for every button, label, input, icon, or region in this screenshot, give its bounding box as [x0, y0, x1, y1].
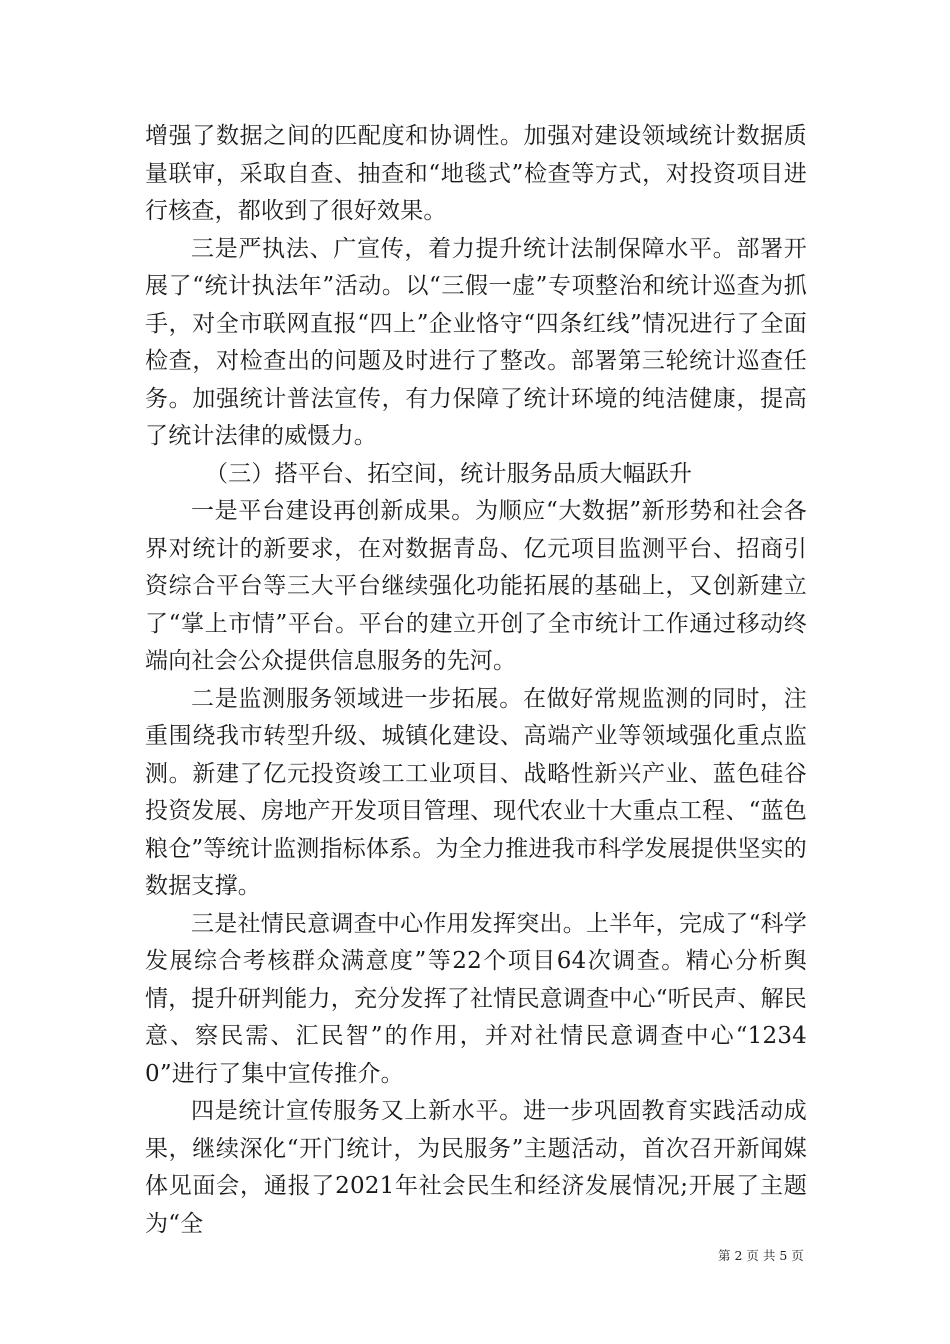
section-heading: （三）搭平台、拓空间，统计服务品质大幅跃升 [205, 460, 693, 487]
paragraph-platform-building: 一是平台建设再创新成果。为顺应“大数据”新形势和社会各界对统计的新要求，在对数据青岛、亿元项目监测平台、招商引资综合平台等三大平台继续强化功能拓展的基础上，又创新建立了“掌上市情”平台。平台的建立开创了全市统计工作通过移动终端向社会公众提供信息服务的先河。 [145, 498, 807, 674]
paragraph-survey-center: 三是社情民意调查中心作用发挥突出。上半年，完成了“科学发展综合考核群众满意度”等22个项目64次调查。精心分析舆情，提升研判能力，充分发挥了社情民意调查中心“听民声、解民意、察民需、汇民智”的作用，并对社情民意调查中心“12340”进行了集中宣传推介。 [145, 910, 807, 1087]
page-number-footer: 第 2 页 共 5 页 [718, 1248, 804, 1263]
paragraph-publicity-service: 四是统计宣传服务又上新水平。进一步巩固教育实践活动成果，继续深化“开门统计，为民服务”主题活动，首次召开新闻媒体见面会，通报了2021年社会民生和经济发展情况;开展了主题为“全 [145, 1098, 807, 1237]
paragraph-continuation: 增强了数据之间的匹配度和协调性。加强对建设领域统计数据质量联审，采取自查、抽查和“地毯式”检查等方式，对投资项目进行核查，都收到了很好效果。 [145, 123, 807, 224]
paragraph-monitoring-service: 二是监测服务领域进一步拓展。在做好常规监测的同时，注重围绕我市转型升级、城镇化建设、高端产业等领域强化重点监测。新建了亿元投资竣工工业项目、战略性新兴产业、蓝色硅谷投资发展、房地产开发项目管理、现代农业十大重点工程、“蓝色粮仓”等统计监测指标体系。为全力推进我市科学发展提供坚实的数据支撑。 [145, 685, 807, 899]
paragraph-law-enforcement: 三是严执法、广宣传，着力提升统计法制保障水平。部署开展了“统计执法年”活动。以“三假一虚”专项整治和统计巡查为抓手，对全市联网直报“四上”企业恪守“四条红线”情况进行了全面检查，对检查出的问题及时进行了整改。部署第三轮统计巡查任务。加强统计普法宣传，有力保障了统计环境的纯洁健康，提高了统计法律的威慑力。 [145, 235, 807, 449]
document-body [145, 118, 807, 1243]
